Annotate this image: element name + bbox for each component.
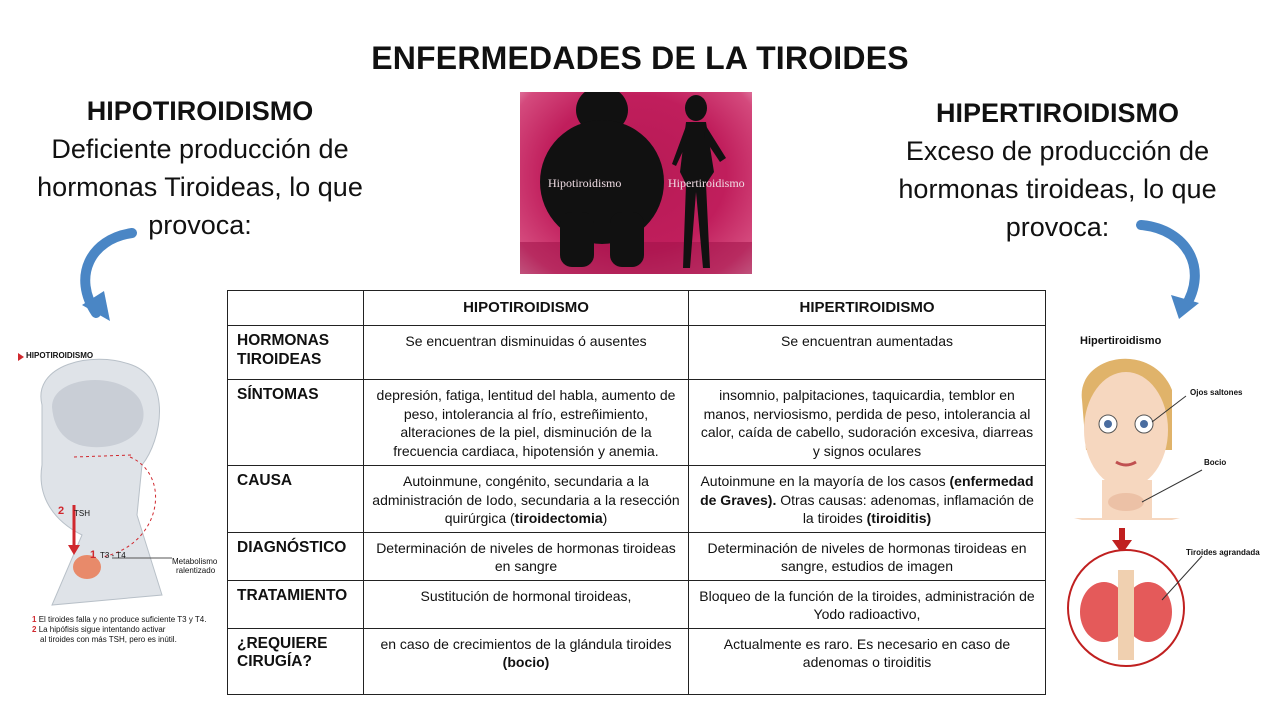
cell-hipo-cirugia: [364, 628, 689, 694]
hipotiroidismo-text: Deficiente producción de hormonas Tiroideas, lo que provoca:: [37, 134, 363, 240]
cell-hipo-causa-post: ): [602, 510, 608, 526]
illus-label-bocio: Bocio: [1204, 458, 1227, 467]
cell-hiper-sintomas: insomnio, palpitaciones, taquicardia, temblor en manos, nerviosismo, perdida de peso, intolerancia al calor, caída de cabello, sudoración excesiva, diarreas y signos oculares: [689, 380, 1046, 466]
cell-hiper-cirugia: Actualmente es raro. Es necesario en caso de adenomas o tiroiditis: [689, 628, 1046, 694]
left-curved-arrow-icon: [70, 225, 150, 330]
illus-label-ojos: Ojos saltones: [1190, 388, 1243, 397]
table-header-hipo: HIPOTIROIDISMO: [364, 291, 689, 326]
cell-hipo-causa: [364, 466, 689, 533]
illus-num1: 1: [90, 549, 97, 561]
hipotiroidismo-illustration: [12, 345, 227, 655]
comparison-table: [227, 290, 1046, 695]
cell-hipo-hormonas: Se encuentran disminuidas ó ausentes: [364, 326, 689, 380]
right-curved-arrow-icon: [1135, 215, 1215, 325]
row-label-hormonas: HORMONAS TIROIDEAS: [228, 326, 364, 380]
cell-hiper-causa-pre: Autoinmune en la mayoría de los casos: [700, 473, 950, 489]
illus-metab1: Metabolismo: [172, 557, 218, 566]
hipertiroidismo-heading: HIPERTIROIDISMO: [935, 98, 1179, 128]
illus-t3t4: T3 - T4: [100, 551, 126, 560]
silhouette-photo: [520, 92, 752, 274]
hipotiroidismo-heading: HIPOTIROIDISMO: [86, 96, 314, 126]
cell-hiper-causa-bold1: (enfermedad de Graves).: [700, 473, 1034, 508]
table-row: [228, 466, 1046, 533]
illus-metab2: ralentizado: [176, 566, 216, 575]
cell-hipo-causa-bold: tiroidectomia: [514, 510, 603, 526]
table-header-hiper: HIPERTIROIDISMO: [689, 291, 1046, 326]
row-label-tratamiento: TRATAMIENTO: [228, 580, 364, 628]
illus-note2b: al tiroides con más TSH, pero es inútil.: [40, 635, 177, 644]
illus-note1: El tiroides falla y no produce suficiente T3 y T4.: [38, 615, 207, 624]
cell-hipo-cirugia-text: en caso de crecimientos de la glándula tiroides: [380, 635, 672, 652]
illus-note1-num: 1: [32, 615, 37, 624]
photo-label-hipotiroidismo: Hipotiroidismo: [548, 176, 622, 190]
table-row: [228, 326, 1046, 380]
hipertiroidismo-illustration: [1062, 330, 1274, 670]
row-label-causa: CAUSA: [228, 466, 364, 533]
table-row: [228, 532, 1046, 580]
illus-notes: [32, 615, 227, 645]
illus-note2a: La hipófisis sigue intentando activar: [38, 625, 166, 634]
cell-hipo-diagnostico: Determinación de niveles de hormonas tiroideas en sangre: [364, 532, 689, 580]
page-title: ENFERMEDADES DE LA TIROIDES: [371, 40, 909, 76]
illus-note2-num: 2: [32, 625, 37, 634]
hipotiroidismo-description: [10, 92, 390, 244]
table-row: [228, 380, 1046, 466]
table-row: [228, 628, 1046, 694]
table-header-empty: [228, 291, 364, 326]
cell-hiper-hormonas: Se encuentran aumentadas: [689, 326, 1046, 380]
illus-num2: 2: [58, 505, 65, 517]
illus-title: HIPOTIROIDISMO: [26, 351, 94, 360]
cell-hipo-cirugia-bold: (bocio): [502, 654, 550, 670]
illus-tsh: TSH: [74, 509, 90, 518]
table-header-row: [228, 291, 1046, 326]
row-label-sintomas: SÍNTOMAS: [228, 380, 364, 466]
table-row: [228, 580, 1046, 628]
cell-hiper-causa-mid: Otras causas: adenomas, inflamación de la tiroides: [776, 491, 1034, 526]
row-label-diagnostico: DIAGNÓSTICO: [228, 532, 364, 580]
photo-label-hipertiroidismo: Hipertiroidismo: [668, 176, 745, 190]
hipertiroidismo-text: Exceso de producción de hormonas tiroideas, lo que provoca:: [898, 136, 1217, 242]
cell-hipo-causa-pre: Autoinmune, congénito, secundaria a la administración de Iodo, secundaria a la resección quirúrgica (: [372, 473, 680, 526]
illus-right-title: Hipertiroidismo: [1080, 335, 1162, 347]
cell-hipo-sintomas: depresión, fatiga, lentitud del habla, aumento de peso, intolerancia al frío, estreñimiento, alteraciones de la piel, disminución de la frecuencia cardiaca, hipotensión y anemia.: [364, 380, 689, 466]
cell-hipo-tratamiento: Sustitución de hormonal tiroideas,: [364, 580, 689, 628]
row-label-cirugia: ¿REQUIERE CIRUGÍA?: [228, 628, 364, 694]
cell-hiper-causa-bold2: (tiroiditis): [866, 510, 932, 526]
cell-hiper-causa: [689, 466, 1046, 533]
cell-hiper-diagnostico: Determinación de niveles de hormonas tiroideas en sangre, estudios de imagen: [689, 532, 1046, 580]
illus-label-tiroides: Tiroides agrandada: [1186, 548, 1260, 557]
cell-hiper-tratamiento: Bloqueo de la función de la tiroides, administración de Yodo radioactivo,: [689, 580, 1046, 628]
